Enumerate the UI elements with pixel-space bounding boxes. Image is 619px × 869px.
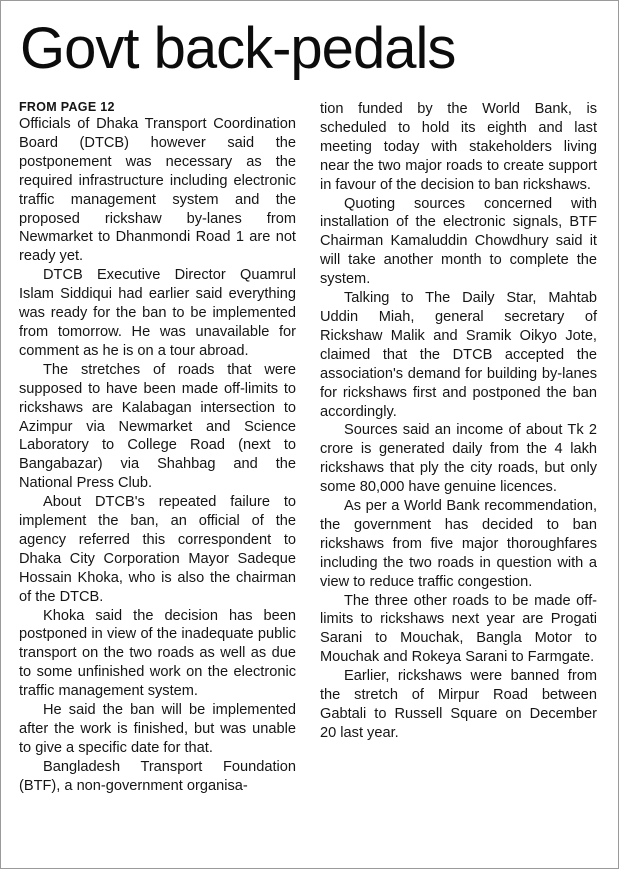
left-column <box>19 100 296 796</box>
paragraph: Quoting sources concerned with installation of the electronic signals, BTF Chairman Kamaluddin Chowdhury said it will take another month to complete the system. <box>320 195 597 288</box>
paragraph: Talking to The Daily Star, Mahtab Uddin Miah, general secretary of Rickshaw Malik and Sramik Oikyo Jote, claimed that the DTCB accepted the association's demand for building by-lanes for rickshaws first and postponed the ban accordingly. <box>320 290 597 420</box>
headline: Govt back-pedals <box>20 16 456 81</box>
right-column <box>320 100 597 743</box>
paragraph: Officials of Dhaka Transport Coordination Board (DTCB) however said the postponement was necessary as the required infrastructure including electronic traffic management system and the proposed rickshaw by-lanes from Newmarket to Dhanmondi Road 1 are not ready yet. <box>19 116 296 265</box>
paragraph: The stretches of roads that were supposed to have been made off-limits to rickshaws are Kalabagan intersection to Azimpur via Newmarket and Science Laboratory to College Road (next to Bangabazar) via Shahbag and the National Press Club. <box>19 361 296 492</box>
paragraph: He said the ban will be implemented after the work is finished, but was unable to give a specific date for that. <box>19 702 296 756</box>
paragraph: About DTCB's repeated failure to implement the ban, an official of the agency referred this correspondent to Dhaka City Corporation Mayor Sadeque Hossain Khoka, who is also the chairman of the DTCB. <box>19 494 296 605</box>
paragraph: The three other roads to be made off-limits to rickshaws next year are Progati Sarani to Mouchak, Bangla Motor to Mouchak and Rokeya Sarani to Farmgate. <box>320 592 597 666</box>
paragraph: Sources said an income of about Tk 2 crore is generated daily from the 4 lakh rickshaws that ply the city roads, but only some 80,000 have genuine licences. <box>320 422 597 496</box>
paragraph: tion funded by the World Bank, is scheduled to hold its eighth and last meeting today with stakeholders living near the two major roads to create support in favour of the decision to ban rickshaws. <box>320 101 597 193</box>
paragraph: Bangladesh Transport Foundation (BTF), a non-government organisa- <box>19 758 296 794</box>
paragraph: DTCB Executive Director Quamrul Islam Siddiqui had earlier said everything was ready for the ban to be implemented from tomorrow. He was unavailable for comment as he is on a tour abroad. <box>19 267 296 359</box>
paragraph: Khoka said the decision has been postponed in view of the inadequate public transport on the two roads as well as due to some unfinished work on the electronic traffic management system. <box>19 607 296 700</box>
kicker: FROM PAGE 12 <box>19 100 115 114</box>
paragraph: Earlier, rickshaws were banned from the stretch of Mirpur Road between Gabtali to Russell Square on December 20 last year. <box>320 668 597 741</box>
paragraph: As per a World Bank recommendation, the government has decided to ban rickshaws from five major thoroughfares including the two roads in question with a view to reduce traffic congestion. <box>320 498 597 590</box>
